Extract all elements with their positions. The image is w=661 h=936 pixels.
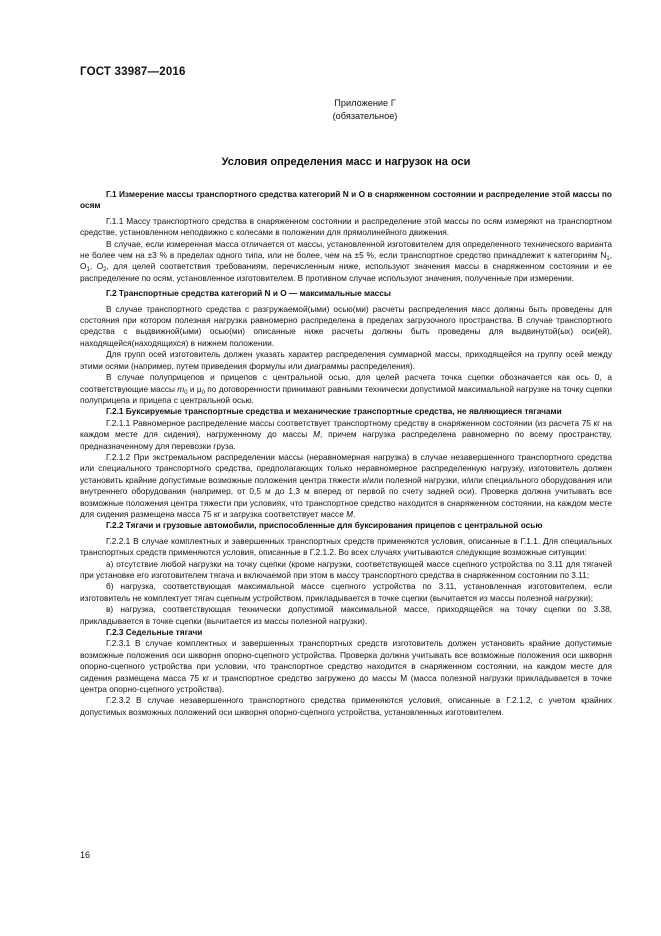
- section-heading-g2-1: Г.2.1 Буксируемые транспортные средства и механические транспортные средства, не являющиеся тягачами: [106, 406, 562, 417]
- paragraph-g2-3-1: Г.2.3.1 В случае комплектных и завершенных транспортных средств изготовитель должен установить крайние допустимые возможные положения оси шкворня опорно-сцепного устройства. Проверка должна учитывать все возможные положения оси шкворня опорно-сцепного устройства при условии, что транспортное средство находится в снаряженном состоянии, на каждом месте для сидения размещена масса 75 кг и транспортное средство загружено до массы М (масса полезной нагрузки прикладывается в точке центра опорно-сцепного устройства).: [80, 638, 612, 695]
- section-heading-g2: Г.2 Транспортные средства категорий N и O — максимальные массы: [106, 288, 391, 299]
- section-heading-g1: Г.1 Измерение массы транспортного средства категорий N и O в снаряженном состоянии и распределение этой массы по осям: [80, 189, 612, 211]
- annex-label: Приложение Г: [334, 98, 396, 108]
- paragraph-g2-2: Для групп осей изготовитель должен указать характер распределения суммарной массы, приходящейся на группу осей между этими осями (например, путем приведения формулы или диаграммы распределения).: [80, 349, 612, 371]
- list-item-b: б) нагрузка, соответствующая максимальной массе сцепного устройства по 3.11, установленная изготовителем, если изготовитель не комплектует тягач сцепным устройством, прикладывается в точке сцепки (вычитается из массы полезной нагрузки);: [80, 581, 612, 603]
- page-number: 16: [80, 850, 91, 860]
- paragraph-g2-1: В случае транспортного средства с разгружаемой(ыми) осью(ми) расчеты распределения масс должны быть проведены для состояния при котором полезная нагрузка равномерно распределена в пределах загрузочного пространства. В случае транспортного средства с выдвижной(ыми) осью(ми) описанные ниже расчеты должны быть проведены для выдвинутой(ых) оси(ей), находящейся(находящихся) в нижнем положении.: [80, 303, 612, 348]
- annex-status: (обязательное): [332, 111, 398, 121]
- paragraph-g2-3: В случае полуприцепов и прицепов с центральной осью, для целей расчета точка сцепки обозначается как ось 0, а соответствующие массы $m_0$ и $\mu_0$ по договоренности принимают равными технически допустимой максимальной нагрузке на точку сцепки полуприцепа и прицепа с центральной осью.: [80, 372, 612, 405]
- document-body: [80, 185, 612, 718]
- paragraph-g2-3-2: Г.2.3.2 В случае незавершенного транспортного средства применяются условия, описанные в Г.2.1.2, с учетом крайних допустимых возможных положений оси шкворня опорно-сцепного устройства, установленных изготовителем.: [80, 695, 612, 717]
- paragraph-g2-1-2: Г.2.1.2 При экстремальном распределении массы (неравномерная нагрузка) в случае незавершенного транспортного средства или специального транспортного средства, предполагающих только неравномерное распределенную нагрузку, изготовитель должен установить крайние допустимые возможные положения центра тяжести и/или полезной нагрузки, и/или специального оборудования или внутреннего оборудования (например, от 0,5 м до 1,3 м вперед от первой по счету задней оси). Проверка должна учитывать все возможные положения центра тяжести при условиях, что транспортное средство находится в снаряженном состоянии, на каждом месте для сидения размещена масса 75 кг и загрузка соответствует массе М.: [80, 451, 612, 519]
- document-header: ГОСТ 33987—2016: [80, 66, 186, 78]
- section-heading-g2-3: Г.2.3 Седельные тягачи: [106, 627, 203, 638]
- list-item-a: а) отсутствие любой нагрузки на точку сцепки (кроме нагрузки, соответствующей массе сцепного устройства по 3.11 для тягачей при установке его изготовителем тягача и включаемой при этом в массу транспортного средства в снаряженном состоянии по 3.11;: [80, 558, 612, 580]
- annex-title: Условия определения масс и нагрузок на оси: [221, 156, 471, 168]
- paragraph-g1-1: Г.1.1 Массу транспортного средства в снаряженном состоянии и распределение этой массы по осям измеряют на транспортном средстве, установленном неподвижно с колесами в положении для прямолинейного движения.: [80, 215, 612, 238]
- paragraph-g2-1-1: Г.2.1.1 Равномерное распределение массы соответствует транспортному средству в снаряженном состоянии (из расчета 75 кг на каждом месте для сидения), нагруженному до массы М, причем нагрузка распределена равномерно по всему пространству, предназначенному для перевозки груза.: [80, 417, 612, 451]
- list-item-c: в) нагрузка, соответствующая технически допустимой максимальной массе, приходящейся на точку сцепки по 3.38, прикладывается в точке сцепки (вычитается из массы полезной нагрузки).: [80, 604, 612, 626]
- paragraph-g1-2: В случае, если измеренная масса отличается от массы, установленной изготовителем для определенного технического варианта не более чем на ±3 % в пределах одного типа, или не более, чем на ±5 %, если транспортное средство принадлежит к категориям $N_1$, $O_1$, $O_2$, для целей соответствия требованиям, перечисленным ниже, используют значения массы в снаряженном состоянии и ее распределение по осям, установленное изготовителем. В противном случае используют значения, полученные при измерении.: [80, 238, 612, 283]
- paragraph-g2-2-1: Г.2.2.1 В случае комплектных и завершенных транспортных средств применяются условия, описанные в Г.1.1. Для специальных транспортных средств применяются условия, описанные в Г.2.1.2. Во всех случаях учитываются следующие возможные ситуации:: [80, 535, 612, 558]
- section-heading-g2-2: Г.2.2 Тягачи и грузовые автомобили, приспособленные для буксирования прицепов с центральной осью: [106, 520, 543, 531]
